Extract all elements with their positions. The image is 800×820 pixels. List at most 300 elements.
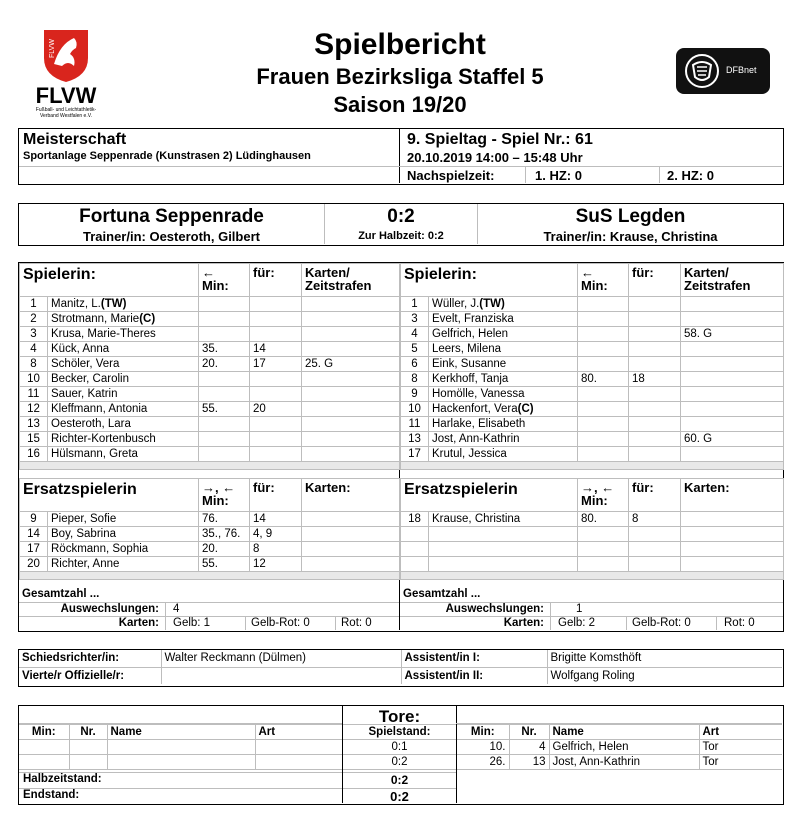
player-name	[48, 542, 199, 557]
sub-for: 4, 9	[250, 527, 302, 542]
sub-for: 8	[250, 542, 302, 557]
player-name	[48, 512, 199, 527]
player-number: 20	[20, 557, 48, 572]
goal-row	[457, 740, 782, 755]
sub-arrows-icon: →, ←	[581, 480, 615, 495]
player-row	[401, 417, 784, 432]
player-number	[401, 527, 429, 542]
goal-minute: 26.	[457, 755, 509, 770]
away-yellow: Gelb: 2	[558, 617, 596, 629]
goals-title: Tore:	[378, 707, 421, 726]
card-info	[302, 417, 400, 432]
card-info	[302, 432, 400, 447]
sub-for: 14	[250, 342, 302, 357]
player-row	[20, 417, 400, 432]
player-number: 13	[401, 432, 429, 447]
home-goals-art-header: Art	[255, 725, 342, 740]
score-progression: 0:2	[343, 755, 456, 770]
sub-for	[629, 297, 681, 312]
sub-minute	[578, 357, 629, 372]
sub-for: 14	[250, 512, 302, 527]
player-name-text: Kerkhoff, Tanja	[432, 373, 509, 385]
cards-header-2: Zeitstrafen	[305, 278, 372, 293]
home-totals	[19, 585, 399, 630]
sub-for	[250, 312, 302, 327]
player-row	[20, 297, 400, 312]
player-name-text: Krusa, Marie-Theres	[51, 328, 156, 340]
min-header: Min:	[581, 493, 608, 508]
card-info	[681, 557, 784, 572]
sub-minute	[578, 557, 629, 572]
player-row	[401, 327, 784, 342]
cards-header-1: Karten/	[305, 265, 350, 280]
sub-for	[629, 402, 681, 417]
card-info	[681, 527, 784, 542]
card-info	[302, 542, 400, 557]
sub-for	[250, 432, 302, 447]
player-number	[401, 542, 429, 557]
assistant1-label: Assistent/in I:	[401, 650, 547, 667]
sub-minute: 80.	[578, 512, 629, 527]
player-number: 10	[401, 402, 429, 417]
fuer-header: für:	[629, 479, 681, 512]
away-subs-count: 1	[576, 603, 583, 615]
sub-minute	[578, 447, 629, 462]
sub-for: 18	[629, 372, 681, 387]
player-number: 1	[401, 297, 429, 312]
home-goals-table	[19, 724, 342, 770]
player-name	[48, 297, 199, 312]
hz1-value: 1. HZ: 0	[535, 168, 582, 183]
player-number: 2	[20, 312, 48, 327]
away-lineup-table	[400, 263, 784, 470]
halftime-label: Halbzeitstand:	[23, 773, 102, 785]
card-info	[302, 512, 400, 527]
sub-minute	[578, 402, 629, 417]
player-name-text: Sauer, Katrin	[51, 388, 118, 400]
player-number: 18	[401, 512, 429, 527]
player-name	[48, 557, 199, 572]
nachspielzeit-label: Nachspielzeit:	[407, 168, 495, 183]
player-name-text: Strotmann, Marie	[51, 313, 140, 325]
assistant1-value: Brigitte Komsthöft	[547, 650, 782, 667]
player-name-text: Jost, Ann-Kathrin	[432, 433, 520, 445]
sub-minute	[199, 312, 250, 327]
player-name-text: Richter-Kortenbusch	[51, 433, 156, 445]
away-subs-label: Auswechslungen:	[445, 603, 544, 615]
away-player-header: Spielerin:	[401, 264, 578, 297]
matchday-label: 9. Spieltag - Spiel Nr.: 61	[407, 131, 593, 148]
player-role-tag: (TW)	[479, 298, 505, 310]
sub-minute: 55.	[199, 402, 250, 417]
player-row	[401, 372, 784, 387]
player-row	[20, 327, 400, 342]
player-number: 9	[401, 387, 429, 402]
player-role-tag: (C)	[139, 313, 156, 325]
player-name	[48, 312, 199, 327]
home-subs-header: Ersatzspielerin	[20, 479, 199, 512]
final-score: 0:2	[387, 206, 415, 227]
competition-label: Meisterschaft	[23, 131, 127, 148]
away-subs-table	[400, 478, 784, 580]
venue-label: Sportanlage Seppenrade (Kunstrasen 2) Lüdinghausen	[23, 150, 311, 162]
stand-header: Spielstand:	[343, 725, 456, 740]
cards-header: Karten:	[681, 479, 784, 512]
home-goals-min-header: Min:	[19, 725, 69, 740]
page-title: Spielbericht	[314, 28, 486, 61]
flvw-logo-text: FLVW	[35, 83, 97, 108]
player-name	[48, 432, 199, 447]
card-info	[681, 447, 784, 462]
player-row	[20, 342, 400, 357]
card-info: 25. G	[302, 357, 400, 372]
player-name-text: Manitz, L.	[51, 298, 101, 310]
home-player-header: Spielerin:	[20, 264, 199, 297]
card-info	[302, 297, 400, 312]
player-name	[48, 447, 199, 462]
away-goals-table	[457, 724, 782, 770]
player-number: 9	[20, 512, 48, 527]
player-row	[401, 512, 784, 527]
home-goals-nr-header: Nr.	[69, 725, 107, 740]
flvw-logo	[30, 24, 102, 119]
card-info	[302, 402, 400, 417]
player-row	[401, 447, 784, 462]
card-info	[681, 417, 784, 432]
dfbnet-label: DFBnet	[726, 65, 757, 75]
away-coach: Trainer/in: Krause, Christina	[543, 229, 718, 244]
home-subs-count: 4	[173, 603, 180, 615]
cards-header: Karten:	[302, 479, 400, 512]
sub-minute: 55.	[199, 557, 250, 572]
away-yellow-red: Gelb-Rot: 0	[632, 617, 691, 629]
card-info	[302, 327, 400, 342]
sub-for: 12	[250, 557, 302, 572]
player-name	[48, 342, 199, 357]
league-title: Frauen Bezirksliga Staffel 5	[256, 64, 544, 89]
card-info	[681, 542, 784, 557]
player-name-text: Krause, Christina	[432, 513, 521, 525]
player-row	[401, 527, 784, 542]
player-name-text: Eink, Susanne	[432, 358, 507, 370]
player-row	[401, 402, 784, 417]
player-name	[429, 432, 578, 447]
player-row	[401, 297, 784, 312]
player-row	[401, 387, 784, 402]
home-coach: Trainer/in: Oesteroth, Gilbert	[83, 229, 260, 244]
home-goals-name-header: Name	[107, 725, 255, 740]
min-header: Min:	[202, 278, 229, 293]
sub-for	[250, 387, 302, 402]
sub-minute	[199, 372, 250, 387]
player-name	[429, 527, 578, 542]
sub-for	[629, 447, 681, 462]
sub-for: 8	[629, 512, 681, 527]
sub-minute	[578, 297, 629, 312]
player-name-text: Evelt, Franziska	[432, 313, 514, 325]
card-info	[302, 372, 400, 387]
player-name	[48, 357, 199, 372]
sub-for	[250, 447, 302, 462]
player-row	[20, 527, 400, 542]
sub-minute	[578, 432, 629, 447]
goal-scorer-number: 4	[509, 740, 549, 755]
sub-for	[629, 542, 681, 557]
match-info-box	[18, 128, 784, 185]
card-info: 60. G	[681, 432, 784, 447]
player-row	[20, 357, 400, 372]
player-number: 8	[20, 357, 48, 372]
sub-arrows-icon: →, ←	[202, 480, 236, 495]
sub-for: 17	[250, 357, 302, 372]
sub-minute: 35., 76.	[199, 527, 250, 542]
player-name-text: Schöler, Vera	[51, 358, 120, 370]
sub-minute: 20.	[199, 542, 250, 557]
away-totals	[400, 585, 783, 630]
player-name	[48, 372, 199, 387]
fuer-header: für:	[629, 264, 681, 297]
sub-minute	[199, 447, 250, 462]
sub-for	[629, 327, 681, 342]
home-subs-label: Auswechslungen:	[60, 603, 159, 615]
fuer-header: für:	[250, 264, 302, 297]
score-progression-table	[343, 724, 456, 770]
card-info	[681, 342, 784, 357]
away-red: Rot: 0	[724, 617, 755, 629]
player-number: 15	[20, 432, 48, 447]
player-name	[429, 372, 578, 387]
player-name-text: Hülsmann, Greta	[51, 448, 138, 460]
goal-scorer-number: 13	[509, 755, 549, 770]
home-cards-label: Karten:	[118, 617, 159, 629]
player-name-text: Kück, Anna	[51, 343, 110, 355]
player-row	[20, 312, 400, 327]
fourth-official-label: Vierte/r Offizielle/r:	[19, 667, 161, 684]
player-number: 8	[401, 372, 429, 387]
sub-minute	[199, 297, 250, 312]
player-name-text: Oesteroth, Lara	[51, 418, 131, 430]
player-row	[401, 542, 784, 557]
dfb-eagle-icon	[682, 51, 722, 91]
away-goals-min-header: Min:	[457, 725, 509, 740]
card-info	[681, 512, 784, 527]
home-total-header: Gesamtzahl ...	[22, 588, 100, 600]
sub-minute	[578, 342, 629, 357]
goal-row	[457, 755, 782, 770]
card-info	[681, 372, 784, 387]
player-name-text: Homölle, Vanessa	[432, 388, 525, 400]
away-subs-header: Ersatzspielerin	[401, 479, 578, 512]
player-name	[48, 327, 199, 342]
home-lineup-table	[19, 263, 400, 470]
player-number: 17	[20, 542, 48, 557]
player-number: 10	[20, 372, 48, 387]
player-number: 3	[20, 327, 48, 342]
player-name	[429, 512, 578, 527]
goals-box	[18, 705, 784, 805]
flvw-horse-crest-icon	[30, 24, 102, 84]
dfbnet-logo	[676, 48, 770, 94]
endstand-value: 0:2	[390, 789, 409, 804]
player-name	[429, 297, 578, 312]
card-info	[302, 342, 400, 357]
player-name	[429, 447, 578, 462]
home-yellow: Gelb: 1	[173, 617, 211, 629]
sub-for	[629, 312, 681, 327]
score-progression: 0:1	[343, 740, 456, 755]
cards-header-2: Zeitstrafen	[684, 278, 751, 293]
player-name	[429, 357, 578, 372]
player-number: 11	[20, 387, 48, 402]
player-name	[429, 342, 578, 357]
card-info	[302, 447, 400, 462]
player-number: 13	[20, 417, 48, 432]
sub-minute: 35.	[199, 342, 250, 357]
player-number: 14	[20, 527, 48, 542]
player-number: 16	[20, 447, 48, 462]
player-role-tag: (TW)	[100, 298, 127, 310]
halftime-value: 0:2	[390, 773, 409, 787]
assistant2-value: Wolfgang Roling	[547, 667, 782, 684]
home-team-name: Fortuna Seppenrade	[79, 206, 264, 227]
sub-for	[629, 432, 681, 447]
card-info	[681, 312, 784, 327]
sub-for	[629, 557, 681, 572]
player-number: 1	[20, 297, 48, 312]
score-box	[18, 203, 784, 246]
card-info	[302, 557, 400, 572]
player-number: 4	[20, 342, 48, 357]
card-info	[681, 297, 784, 312]
card-info: 58. G	[681, 327, 784, 342]
home-red: Rot: 0	[341, 617, 372, 629]
player-name	[429, 312, 578, 327]
officials-box	[18, 649, 784, 687]
player-name	[429, 417, 578, 432]
player-row	[20, 432, 400, 447]
player-name-text: Becker, Carolin	[51, 373, 129, 385]
sub-for	[250, 372, 302, 387]
goal-type: Tor	[699, 740, 782, 755]
sub-minute: 76.	[199, 512, 250, 527]
min-header: Min:	[581, 278, 608, 293]
player-name-text: Gelfrich, Helen	[432, 328, 509, 340]
goal-scorer-name: Jost, Ann-Kathrin	[549, 755, 699, 770]
player-row	[401, 432, 784, 447]
away-goals-name-header: Name	[549, 725, 699, 740]
cards-header-1: Karten/	[684, 265, 729, 280]
player-row	[20, 387, 400, 402]
player-name	[429, 542, 578, 557]
player-row	[20, 557, 400, 572]
player-number: 12	[20, 402, 48, 417]
player-name	[429, 557, 578, 572]
away-total-header: Gesamtzahl ...	[403, 588, 481, 600]
player-row	[20, 447, 400, 462]
player-name-text: Röckmann, Sophia	[51, 543, 149, 555]
player-number: 6	[401, 357, 429, 372]
min-arrow-icon: ←	[581, 265, 594, 280]
player-row	[20, 372, 400, 387]
sub-for: 20	[250, 402, 302, 417]
sub-minute: 80.	[578, 372, 629, 387]
card-info	[302, 387, 400, 402]
player-name	[48, 402, 199, 417]
player-name-text: Kleffmann, Antonia	[51, 403, 148, 415]
player-name-text: Hackenfort, Vera	[432, 403, 518, 415]
player-name-text: Wüller, J.	[432, 298, 480, 310]
player-name-text: Leers, Milena	[432, 343, 502, 355]
lineups-box	[18, 262, 784, 632]
card-info	[681, 357, 784, 372]
assistant2-label: Assistent/in II:	[401, 667, 547, 684]
referee-value: Walter Reckmann (Dülmen)	[161, 650, 401, 667]
player-row	[20, 542, 400, 557]
sub-minute	[199, 387, 250, 402]
player-number	[401, 557, 429, 572]
sub-minute	[578, 417, 629, 432]
player-name	[429, 327, 578, 342]
player-number: 17	[401, 447, 429, 462]
player-name	[48, 527, 199, 542]
player-row	[401, 312, 784, 327]
away-team-name: SuS Legden	[575, 206, 686, 227]
player-name	[429, 387, 578, 402]
datetime-label: 20.10.2019 14:00 – 15:48 Uhr	[407, 150, 583, 165]
min-arrow-icon: ←	[202, 265, 215, 280]
sub-minute	[578, 327, 629, 342]
sub-minute	[578, 387, 629, 402]
home-yellow-red: Gelb-Rot: 0	[251, 617, 310, 629]
halftime-score: Zur Halbzeit: 0:2	[358, 230, 444, 242]
sub-minute	[578, 542, 629, 557]
home-subs-table	[19, 478, 400, 580]
card-info	[302, 527, 400, 542]
player-name-text: Boy, Sabrina	[51, 528, 116, 540]
goal-type: Tor	[699, 755, 782, 770]
card-info	[681, 387, 784, 402]
player-row	[401, 557, 784, 572]
endstand-label: Endstand:	[23, 789, 80, 801]
player-number: 11	[401, 417, 429, 432]
player-role-tag: (C)	[517, 403, 534, 415]
referee-label: Schiedsrichter/in:	[19, 650, 161, 667]
sub-for	[629, 387, 681, 402]
sub-minute: 20.	[199, 357, 250, 372]
season-title: Saison 19/20	[333, 92, 467, 117]
flvw-logo-subtext: Fußball- und Leichtathletik-Verband Westfalen e.V.	[35, 107, 97, 119]
sub-minute	[199, 327, 250, 342]
player-number: 3	[401, 312, 429, 327]
player-number: 5	[401, 342, 429, 357]
player-row	[401, 357, 784, 372]
player-row	[401, 342, 784, 357]
min-header: Min:	[202, 493, 229, 508]
sub-for	[629, 357, 681, 372]
away-goals-nr-header: Nr.	[509, 725, 549, 740]
sub-minute	[578, 312, 629, 327]
card-info	[302, 312, 400, 327]
goal-scorer-name: Gelfrich, Helen	[549, 740, 699, 755]
sub-for	[250, 297, 302, 312]
player-name-text: Richter, Anne	[51, 558, 120, 570]
goal-minute: 10.	[457, 740, 509, 755]
player-name	[48, 387, 199, 402]
sub-for	[629, 527, 681, 542]
hz2-value: 2. HZ: 0	[667, 168, 714, 183]
player-name-text: Pieper, Sofie	[51, 513, 117, 525]
away-cards-label: Karten:	[503, 617, 544, 629]
